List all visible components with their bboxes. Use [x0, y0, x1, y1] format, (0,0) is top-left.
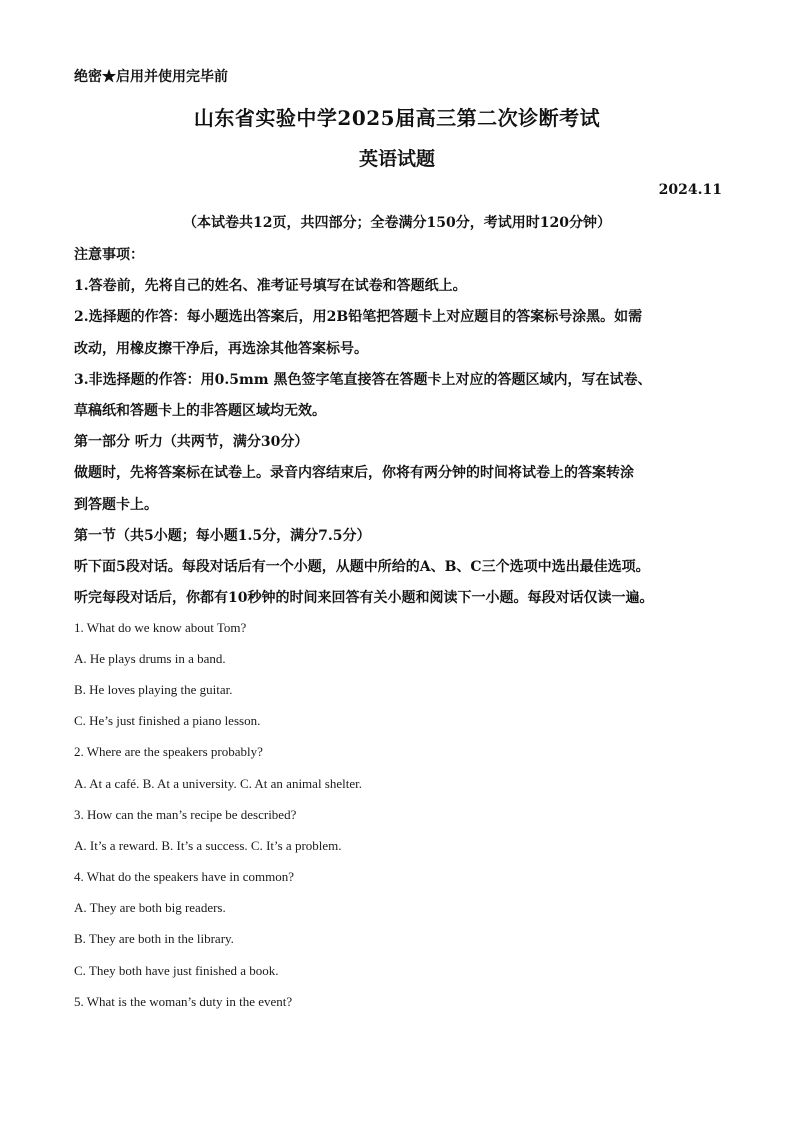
secret-mark: 绝密★启用并使用完毕前 — [74, 69, 228, 85]
note-item-3-line-2: 草稿纸和答题卡上的非答题区域均无效。 — [74, 403, 326, 419]
subject-title: 英语试题 — [358, 148, 435, 170]
question-1-option-a: A. He plays drums in a band. — [74, 651, 226, 666]
exam-info: （本试卷共12页，共四部分；全卷满分150分，考试用时120分钟） — [183, 215, 611, 231]
question-4: 4. What do the speakers have in common? — [74, 869, 294, 884]
exam-date: 2024.11 — [658, 182, 722, 198]
question-4-option-b: B. They are both in the library. — [74, 931, 234, 946]
section1-heading: 第一节（共5小题；每小题1.5分，满分7.5分） — [74, 528, 371, 544]
question-4-option-c: C. They both have just finished a book. — [74, 963, 279, 978]
section1-instruction-line-2: 听完每段对话后，你都有10秒钟的时间来回答有关小题和阅读下一小题。每段对话仅读一遍。 — [74, 590, 654, 606]
part1-heading: 第一部分 听力（共两节，满分30分） — [74, 434, 309, 450]
part1-instruction-line-1: 做题时，先将答案标在试卷上。录音内容结束后，你将有两分钟的时间将试卷上的答案转涂 — [74, 465, 634, 481]
question-2-options: A. At a café. B. At a university. C. At an animal shelter. — [74, 776, 362, 791]
question-1-option-b: B. He loves playing the guitar. — [74, 682, 233, 697]
notes-heading: 注意事项： — [74, 247, 144, 263]
question-2: 2. Where are the speakers probably? — [74, 744, 263, 759]
note-item-2-line-2: 改动，用橡皮擦干净后，再选涂其他答案标号。 — [74, 341, 368, 357]
note-item-3-line-1: 3.非选择题的作答：用0.5mm 黑色签字笔直接答在答题卡上对应的答题区域内，写在试卷、 — [74, 372, 652, 388]
question-5: 5. What is the woman’s duty in the event? — [74, 994, 293, 1009]
question-1-option-c: C. He’s just finished a piano lesson. — [74, 713, 261, 728]
note-item-1: 1.答卷前，先将自己的姓名、准考证号填写在试卷和答题纸上。 — [74, 278, 467, 294]
exam-title: 山东省实验中学2025届高三第二次诊断考试 — [193, 106, 601, 130]
question-3-options: A. It’s a reward. B. It’s a success. C. It’s a problem. — [74, 838, 342, 853]
note-item-2-line-1: 2.选择题的作答：每小题选出答案后，用2B铅笔把答题卡上对应题目的答案标号涂黑。如需 — [74, 309, 643, 325]
question-4-option-a: A. They are both big readers. — [74, 900, 226, 915]
question-3: 3. How can the man’s recipe be described? — [74, 807, 297, 822]
part1-instruction-line-2: 到答题卡上。 — [74, 497, 158, 513]
question-1: 1. What do we know about Tom? — [74, 620, 247, 635]
section1-instruction-line-1: 听下面5段对话。每段对话后有一个小题，从题中所给的A、B、C三个选项中选出最佳选项。 — [74, 559, 650, 575]
